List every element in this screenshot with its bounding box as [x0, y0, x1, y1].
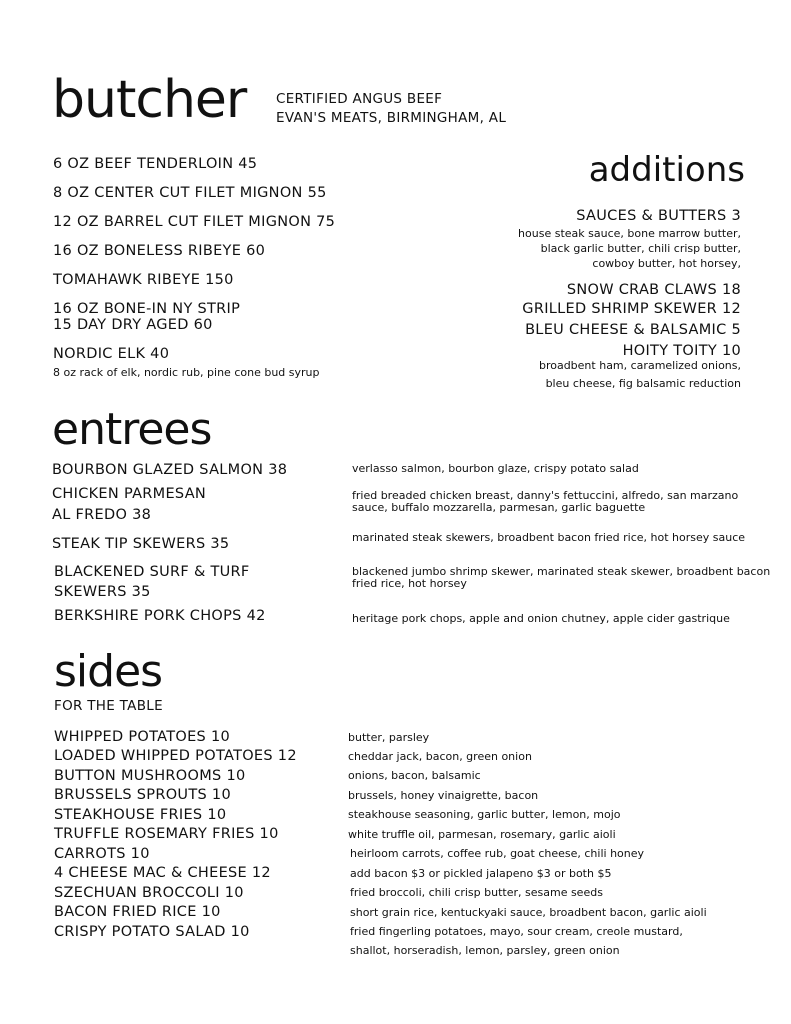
- entree-chicken-parmesan: CHICKEN PARMESAN: [52, 486, 207, 502]
- side-bacon-fried-rice: BACON FRIED RICE 10: [54, 904, 221, 920]
- entree-chicken-parmesan-desc: fried breaded chicken breast, danny's fettuccini, alfredo, san marzano sauce, buffalo mozzarella, parmesan, garlic baguette: [352, 489, 739, 514]
- additions-heading: additions: [588, 150, 745, 190]
- side-crispy-potato-salad-desc: fried fingerling potatoes, mayo, sour cream, creole mustard,: [350, 925, 683, 938]
- side-button-mushrooms: BUTTON MUSHROOMS 10: [54, 768, 246, 784]
- side-mac-and-cheese-desc: add bacon $3 or pickled jalapeno $3 or both $5: [350, 867, 612, 880]
- entree-surf-turf: BLACKENED SURF & TURF: [54, 564, 250, 580]
- butcher-subtitle-line2: EVAN'S MEATS, BIRMINGHAM, AL: [276, 110, 507, 126]
- butcher-item-barrel-cut-filet: 12 OZ BARREL CUT FILET MIGNON 75: [53, 214, 336, 230]
- butcher-item-center-cut-filet: 8 OZ CENTER CUT FILET MIGNON 55: [53, 185, 327, 201]
- butcher-item-nordic-elk: NORDIC ELK 40: [53, 346, 170, 362]
- entrees-heading: entrees: [52, 404, 212, 455]
- butcher-item-nordic-elk-desc: 8 oz rack of elk, nordic rub, pine cone bud syrup: [53, 366, 320, 379]
- entree-steak-tip-skewers: STEAK TIP SKEWERS 35: [52, 536, 230, 552]
- entree-pork-chops-desc: heritage pork chops, apple and onion chutney, apple cider gastrique: [352, 612, 730, 625]
- side-truffle-rosemary-fries-desc: white truffle oil, parmesan, rosemary, garlic aioli: [348, 828, 616, 841]
- side-szechuan-broccoli-desc: fried broccoli, chili crisp butter, sesame seeds: [350, 886, 603, 899]
- side-mac-and-cheese: 4 CHEESE MAC & CHEESE 12: [54, 865, 271, 881]
- side-whipped-potatoes-desc: butter, parsley: [348, 731, 430, 744]
- side-loaded-whipped-potatoes-desc: cheddar jack, bacon, green onion: [348, 750, 532, 763]
- entree-bourbon-salmon: BOURBON GLAZED SALMON 38: [52, 462, 288, 478]
- additions-hoity-toity-desc-1: broadbent ham, caramelized onions,: [538, 359, 741, 372]
- side-button-mushrooms-desc: onions, bacon, balsamic: [348, 769, 481, 782]
- additions-item-bleu-cheese: BLEU CHEESE & BALSAMIC 5: [525, 322, 741, 338]
- side-whipped-potatoes: WHIPPED POTATOES 10: [54, 729, 231, 745]
- additions-sauces-desc-2: black garlic butter, chili crisp butter,: [540, 242, 741, 255]
- side-brussels-sprouts: BRUSSELS SPROUTS 10: [54, 787, 231, 803]
- side-crispy-potato-salad-desc-line2: shallot, horseradish, lemon, parsley, green onion: [350, 944, 620, 957]
- sides-heading: sides: [54, 646, 163, 697]
- side-carrots-desc: heirloom carrots, coffee rub, goat cheese, chili honey: [350, 847, 645, 860]
- additions-item-hoity-toity: HOITY TOITY 10: [622, 343, 741, 359]
- butcher-heading: butcher: [52, 70, 247, 130]
- side-steakhouse-fries: STEAKHOUSE FRIES 10: [54, 807, 227, 823]
- entree-surf-turf-line2: SKEWERS 35: [54, 584, 151, 600]
- butcher-item-ny-strip: 16 OZ BONE-IN NY STRIP: [53, 301, 241, 317]
- entree-pork-chops: BERKSHIRE PORK CHOPS 42: [54, 608, 266, 624]
- side-steakhouse-fries-desc: steakhouse seasoning, garlic butter, lemon, mojo: [348, 808, 621, 821]
- sides-subtitle: FOR THE TABLE: [54, 698, 163, 714]
- additions-sauces-desc-1: house steak sauce, bone marrow butter,: [518, 227, 741, 240]
- butcher-item-tomahawk-ribeye: TOMAHAWK RIBEYE 150: [53, 272, 234, 288]
- side-brussels-sprouts-desc: brussels, honey vinaigrette, bacon: [348, 789, 539, 802]
- butcher-item-boneless-ribeye: 16 OZ BONELESS RIBEYE 60: [53, 243, 266, 259]
- side-bacon-fried-rice-desc: short grain rice, kentuckyaki sauce, broadbent bacon, garlic aioli: [350, 906, 707, 919]
- entree-bourbon-salmon-desc: verlasso salmon, bourbon glaze, crispy potato salad: [352, 462, 639, 475]
- side-loaded-whipped-potatoes: LOADED WHIPPED POTATOES 12: [54, 748, 297, 764]
- additions-sauces-title: SAUCES & BUTTERS 3: [576, 208, 741, 224]
- side-truffle-rosemary-fries: TRUFFLE ROSEMARY FRIES 10: [54, 826, 279, 842]
- side-crispy-potato-salad: CRISPY POTATO SALAD 10: [54, 924, 250, 940]
- entree-chicken-parmesan-line2: AL FREDO 38: [52, 507, 152, 523]
- additions-item-shrimp-skewer: GRILLED SHRIMP SKEWER 12: [522, 301, 741, 317]
- entree-steak-tip-skewers-desc: marinated steak skewers, broadbent bacon fried rice, hot horsey sauce: [352, 531, 746, 544]
- butcher-item-beef-tenderloin: 6 OZ BEEF TENDERLOIN 45: [53, 156, 258, 172]
- additions-sauces-desc-3: cowboy butter, hot horsey,: [592, 257, 741, 270]
- side-szechuan-broccoli: SZECHUAN BROCCOLI 10: [54, 885, 244, 901]
- butcher-item-ny-strip-line2: 15 DAY DRY AGED 60: [53, 317, 213, 333]
- side-carrots: CARROTS 10: [54, 846, 150, 862]
- entree-surf-turf-desc: blackened jumbo shrimp skewer, marinated steak skewer, broadbent bacon fried rice, hot horsey: [352, 565, 771, 590]
- additions-hoity-toity-desc-2: bleu cheese, fig balsamic reduction: [545, 377, 741, 390]
- butcher-subtitle-line1: CERTIFIED ANGUS BEEF: [276, 91, 443, 107]
- additions-item-snow-crab: SNOW CRAB CLAWS 18: [566, 282, 741, 298]
